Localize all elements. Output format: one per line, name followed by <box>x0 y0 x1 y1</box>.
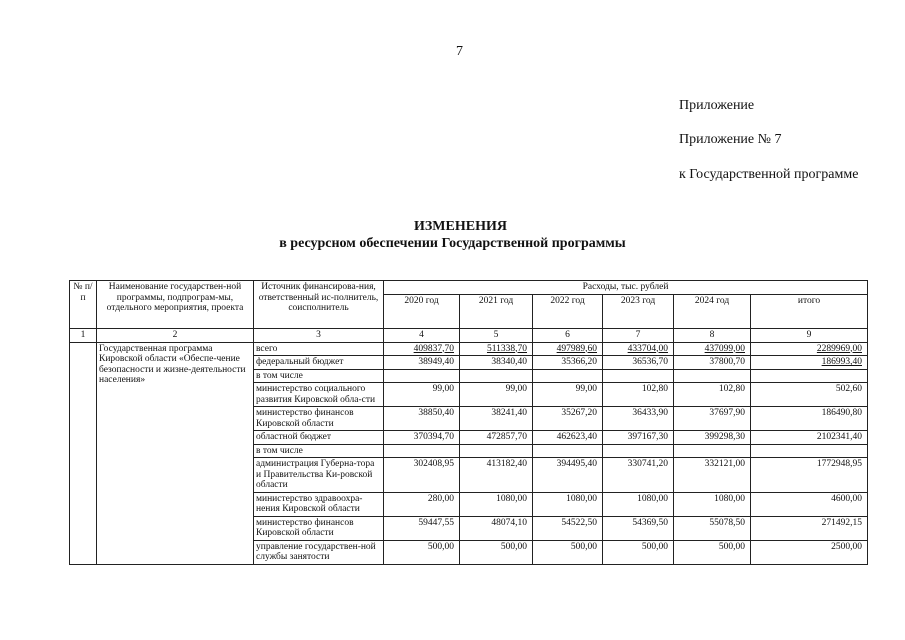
header-year-2020: 2020 год <box>384 294 460 328</box>
value-cell: 370394,70 <box>384 431 460 445</box>
header-year-2024: 2024 год <box>674 294 751 328</box>
source-cell: министерство финансов Кировской области <box>254 407 384 431</box>
value-cell <box>674 369 751 383</box>
header-year-2021: 2021 год <box>460 294 533 328</box>
value-cell: 2500,00 <box>751 540 868 564</box>
value-cell: 1080,00 <box>603 492 674 516</box>
value-cell: 500,00 <box>674 540 751 564</box>
value-cell: 55078,50 <box>674 516 751 540</box>
value-cell <box>533 369 603 383</box>
source-cell: в том числе <box>254 369 384 383</box>
value-cell: 38241,40 <box>460 407 533 431</box>
value-cell: 186490,80 <box>751 407 868 431</box>
value-cell: 37800,70 <box>674 356 751 370</box>
program-name: Государственная программа Кировской области «Обеспе-чение безопасности и жизне-деятельности населения» <box>97 342 254 564</box>
value-cell: 99,00 <box>533 383 603 407</box>
value-cell: 502,60 <box>751 383 868 407</box>
value-cell <box>751 444 868 458</box>
resource-table <box>69 280 868 565</box>
value-cell: 399298,30 <box>674 431 751 445</box>
col-number: 7 <box>603 328 674 342</box>
value-cell: 186993,40 <box>751 356 868 370</box>
header-name: Наименование государствен-ной программы, подпрограм-мы, отдельного мероприятия, проекта <box>97 281 254 329</box>
value-cell: 413182,40 <box>460 458 533 493</box>
value-cell: 330741,20 <box>603 458 674 493</box>
header-expenses: Расходы, тыс. рублей <box>384 281 868 295</box>
source-cell: министерство здравоохра-нения Кировской области <box>254 492 384 516</box>
value-cell: 59447,55 <box>384 516 460 540</box>
header-source: Источник финансирова-ния, ответственный ис-полнитель, соисполнитель <box>254 281 384 329</box>
value-cell: 37697,90 <box>674 407 751 431</box>
value-cell: 1080,00 <box>533 492 603 516</box>
table-header-row <box>70 281 868 295</box>
col-number: 3 <box>254 328 384 342</box>
appendix-number: Приложение № 7 <box>679 132 782 147</box>
value-cell: 462623,40 <box>533 431 603 445</box>
value-cell: 472857,70 <box>460 431 533 445</box>
value-cell: 1772948,95 <box>751 458 868 493</box>
value-cell: 38850,40 <box>384 407 460 431</box>
document-subtitle: в ресурсном обеспечении Государственной программы <box>279 236 626 251</box>
source-cell: всего <box>254 342 384 356</box>
value-cell: 2289969,00 <box>751 342 868 356</box>
col-number: 4 <box>384 328 460 342</box>
value-cell <box>533 444 603 458</box>
value-cell: 38340,40 <box>460 356 533 370</box>
value-cell: 500,00 <box>384 540 460 564</box>
value-cell: 500,00 <box>533 540 603 564</box>
col-number: 2 <box>97 328 254 342</box>
value-cell <box>603 369 674 383</box>
table-row <box>70 342 868 356</box>
value-cell: 409837,70 <box>384 342 460 356</box>
value-cell: 500,00 <box>460 540 533 564</box>
source-cell: управление государствен-ной службы занятости <box>254 540 384 564</box>
value-cell: 394495,40 <box>533 458 603 493</box>
value-cell <box>460 444 533 458</box>
value-cell: 35366,20 <box>533 356 603 370</box>
column-number-row <box>70 328 868 342</box>
source-cell: министерство финансов Кировской области <box>254 516 384 540</box>
value-cell: 99,00 <box>384 383 460 407</box>
value-cell: 54369,50 <box>603 516 674 540</box>
value-cell: 1080,00 <box>460 492 533 516</box>
value-cell: 332121,00 <box>674 458 751 493</box>
source-cell: министерство социального развития Кировской обла-сти <box>254 383 384 407</box>
value-cell: 511338,70 <box>460 342 533 356</box>
col-number: 8 <box>674 328 751 342</box>
value-cell: 1080,00 <box>674 492 751 516</box>
source-cell: областной бюджет <box>254 431 384 445</box>
header-total: итого <box>751 294 868 328</box>
value-cell <box>603 444 674 458</box>
value-cell <box>751 369 868 383</box>
source-cell: федеральный бюджет <box>254 356 384 370</box>
col-number: 1 <box>70 328 97 342</box>
value-cell: 54522,50 <box>533 516 603 540</box>
header-year-2023: 2023 год <box>603 294 674 328</box>
value-cell: 433704,00 <box>603 342 674 356</box>
col-number: 9 <box>751 328 868 342</box>
row-num-cell <box>70 342 97 564</box>
value-cell: 36433,90 <box>603 407 674 431</box>
value-cell <box>460 369 533 383</box>
page-number: 7 <box>456 44 463 59</box>
value-cell: 48074,10 <box>460 516 533 540</box>
col-number: 5 <box>460 328 533 342</box>
value-cell: 302408,95 <box>384 458 460 493</box>
value-cell: 397167,30 <box>603 431 674 445</box>
value-cell: 36536,70 <box>603 356 674 370</box>
source-cell: администрация Губерна-тора и Правительства Ки-ровской области <box>254 458 384 493</box>
value-cell: 497989,60 <box>533 342 603 356</box>
appendix-label: Приложение <box>679 98 755 113</box>
col-number: 6 <box>533 328 603 342</box>
value-cell: 437099,00 <box>674 342 751 356</box>
value-cell: 102,80 <box>603 383 674 407</box>
value-cell <box>674 444 751 458</box>
value-cell: 271492,15 <box>751 516 868 540</box>
value-cell: 38949,40 <box>384 356 460 370</box>
value-cell <box>384 444 460 458</box>
value-cell: 500,00 <box>603 540 674 564</box>
value-cell: 4600,00 <box>751 492 868 516</box>
appendix-reference: к Государственной программе <box>679 167 859 182</box>
value-cell: 35267,20 <box>533 407 603 431</box>
document-title: ИЗМЕНЕНИЯ <box>414 219 507 234</box>
header-num: № п/п <box>70 281 97 329</box>
header-year-2022: 2022 год <box>533 294 603 328</box>
value-cell: 99,00 <box>460 383 533 407</box>
source-cell: в том числе <box>254 444 384 458</box>
value-cell: 102,80 <box>674 383 751 407</box>
value-cell: 2102341,40 <box>751 431 868 445</box>
value-cell: 280,00 <box>384 492 460 516</box>
value-cell <box>384 369 460 383</box>
